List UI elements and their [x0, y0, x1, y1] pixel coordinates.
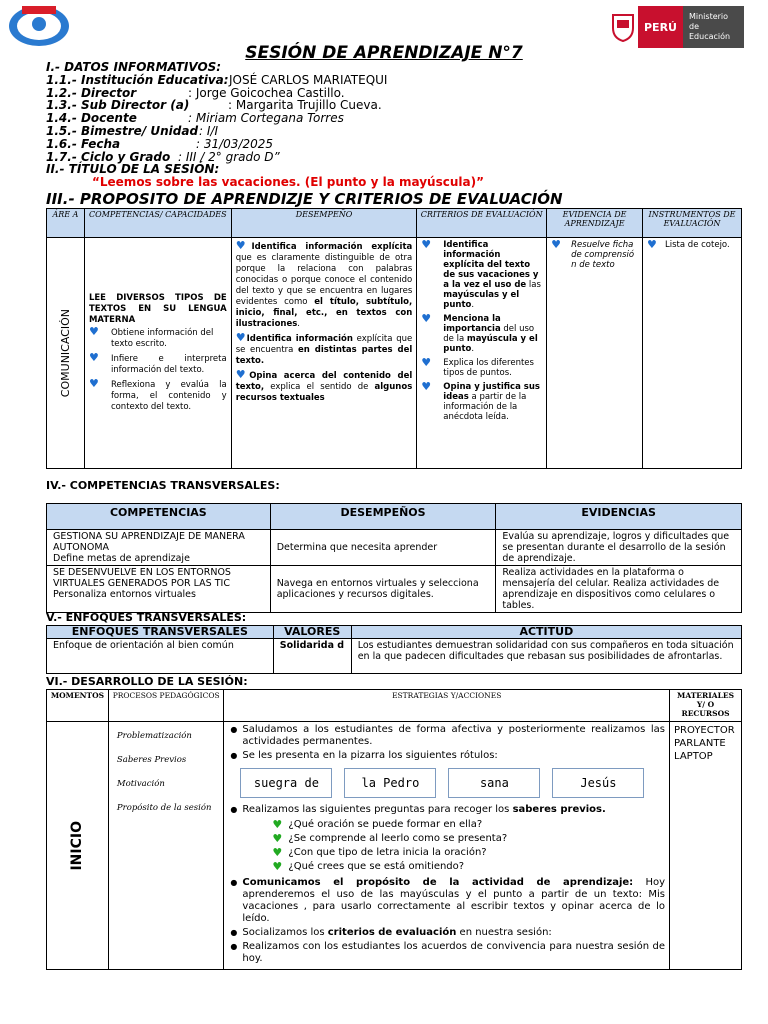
heart-icon: ♥	[272, 818, 283, 831]
criterios-cell: ♥ Identifica información explícita del texto de sus vacaciones y a la vez el uso de las mayúsculas y el punto. ♥ Menciona la importancia del uso de la mayúscula y el punto. ♥ Explica los diferentes tipos de puntos. ♥ Opina y justifica sus ideas a partir de la información de la anécdota leída.	[417, 238, 547, 469]
ministry-label: Ministerio de Educación	[683, 6, 744, 48]
procesos-cell: Problematización Saberes Previos Motivación Propósito de la sesión	[108, 722, 223, 970]
enfoques-heading: V.- ENFOQUES TRANSVERSALES:	[46, 611, 247, 624]
heart-icon: ♥	[88, 325, 99, 338]
rotulos	[228, 768, 665, 798]
area-cell: COMUNICACIÓN	[47, 238, 85, 469]
actitud-cell: Los estudiantes demuestran solidaridad con sus compañeros en toda situación en la que padecen dificultades que rebasan sus posibilidades de afrontarlas.	[351, 639, 741, 674]
desarrollo-heading: VI.- DESARROLLO DE LA SESIÓN:	[46, 675, 248, 688]
proposito-table: ÁRE A COMPETENCIAS/ CAPACIDADES DESEMPEÑO CRITERIOS DE EVALUACIÓN EVIDENCIA DE APRENDIZAJE INSTRUMENTOS DE EVALUACIÓN COMUNICACIÓN LEE DIVERSOS TIPOS DE TEXTOS EN SU LENGUA MATERNA ♥ Obtiene información del texto escrito. ♥ Infiere e interpreta información del texto. ♥ Reflexiona y evalúa la forma, el contenido y contexto del texto. ♥Identifica información explícita que es claramente distinguible de otra porque la relaciona con palabras conocidas o porque conoce el contenido del texto y que se encuentra en lugares evidentes como el título, subtítulo, inicio, final, etc., en textos con ilustraciones. ♥Identifica información explícita que se encuentra en distintas partes del texto. ♥Opina acerca del contenido del texto, explica el sentido de algunos recursos textuales ♥ Identifica información explícita del texto de sus vacaciones y a la vez el uso de las mayúsculas y el punto. ♥ Menciona la importancia del uso de la mayúscula y el punto. ♥ Explica los diferentes tipos de puntos. ♥ Opina y justifica sus ideas a partir de la información de la anécdota leída. ♥ Resuelve ficha de comprensió n de texto ♥ Lista de cotejo.	[46, 208, 742, 469]
peru-shield-icon	[608, 6, 638, 48]
materiales-cell: PROYECTOR PARLANTE LAPTOP	[670, 722, 742, 970]
heart-icon: ♥	[421, 238, 432, 251]
heart-icon: ♥	[272, 846, 283, 859]
page-title: SESIÓN DE APRENDIZAJE N°7	[245, 43, 523, 63]
table-row: GESTIONA SU APRENDIZAJE DE MANERA AUTONOMA Define metas de aprendizaje	[47, 530, 271, 566]
heart-icon: ♥	[421, 356, 432, 369]
heart-icon: ♥	[235, 331, 247, 344]
peru-label: PERÚ	[638, 6, 683, 48]
enfoque-cell: Enfoque de orientación al bien común	[47, 639, 274, 674]
rotulo-card: la Pedro	[344, 768, 436, 798]
rotulo-card: suegra de	[240, 768, 332, 798]
competencia-cell: LEE DIVERSOS TIPOS DE TEXTOS EN SU LENGUA MATERNA ♥ Obtiene información del texto escrito. ♥ Infiere e interpreta información del texto. ♥ Reflexiona y evalúa la forma, el contenido y contexto del texto.	[84, 238, 231, 469]
heart-icon: ♥	[235, 239, 252, 252]
heart-icon: ♥	[551, 238, 561, 251]
ministry-logo	[608, 6, 744, 48]
school-crest-icon	[6, 4, 72, 48]
table-row: SE DESENVUELVE EN LOS ENTORNOS VIRTUALES GENERADOS POR LAS TIC Personaliza entornos virtuales	[47, 566, 271, 613]
heart-icon: ♥	[235, 368, 250, 381]
estrategias-cell: ● Saludamos a los estudiantes de forma afectiva y posteriormente realizamos las actividades permanentes. ● Se les presenta en la pizarra los siguientes rótulos: suegra de la Pedro sana Jesús ● Realizamos las siguientes preguntas para recoger los saberes previos. ♥ ¿Qué oración se puede formar en ella? ♥ ¿Se comprende al leerlo como se presenta? ♥ ¿Con que tipo de letra inicia la oración? ♥ ¿Qué crees que se está omitiendo? ● Comunicamos el propósito de la actividad de aprendizaje: Hoy aprenderemos el uso de las mayúsculas y el punto a partir de un texto: Mis vacaciones , para usarlo correctamente al escribir textos y opinar acerca de lo leído. ● Socializamos los criterios de evaluación en nuestra sesión: ● Realizamos con los estudiantes los acuerdos de convivencia para nuestra sesión de hoy.	[224, 722, 670, 970]
datos-heading: I.- DATOS INFORMATIVOS:	[46, 60, 222, 74]
titulo-heading: II.- TÍTULO DE LA SESIÓN:	[46, 162, 220, 177]
school-logo	[6, 4, 72, 48]
heart-icon: ♥	[272, 832, 283, 845]
rotulo-card: sana	[448, 768, 540, 798]
heart-icon: ♥	[88, 351, 99, 364]
transversales-table: COMPETENCIAS DESEMPEÑOS EVIDENCIAS GESTIONA SU APRENDIZAJE DE MANERA AUTONOMA Define metas de aprendizaje Determina que necesita aprender Evalúa su aprendizaje, logros y dificultades que se presentan durante el desarrollo de la sesión de aprendizaje. SE DESENVUELVE EN LOS ENTORNOS VIRTUALES GENERADOS POR LAS TIC Personaliza entornos virtuales Navega en entornos virtuales y selecciona aplicaciones y recursos digitales. Realiza actividades en la plataforma o mensajería del celular. Realiza actividades de aprendizaje en dispositivos como celulares o tables.	[46, 503, 742, 613]
valor-cell: Solidarida d	[273, 639, 351, 674]
rotulo-card: Jesús	[552, 768, 644, 798]
enfoques-table: ENFOQUES TRANSVERSALES VALORES ACTITUD Enfoque de orientación al bien común Solidarida d Los estudiantes demuestran solidaridad con sus compañeros en toda situación en la que padecen dificultades que rebasan sus posibilidades de afrontarlas.	[46, 625, 742, 674]
heart-icon: ♥	[88, 377, 99, 390]
instrumento-cell: ♥ Lista de cotejo.	[643, 238, 742, 469]
heart-icon: ♥	[421, 312, 432, 325]
session-title: “Leemos sobre las vacaciones. (El punto y la mayúscula)”	[92, 175, 484, 190]
datos-informativos: I.- DATOS INFORMATIVOS: 1.1.- Institución Educativa:JOSÉ CARLOS MARIATEQUI 1.2.- Director : Jorge Goicochea Castillo. 1.3.- Sub Director (a) : Margarita Trujillo Cueva. 1.4.- Docente : Miriam Cortegana Torres 1.5.- Bimestre/ Unidad: I/I 1.6.- Fecha : 31/03/2025 1.7.- Ciclo y Grado : III / 2° grado D” II.- TÍTULO DE LA SESIÓN: “Leemos sobre las vacaciones. (El punto y la mayúscula)”	[46, 60, 484, 190]
evidencia-cell: ♥ Resuelve ficha de comprensió n de texto	[547, 238, 643, 469]
momento-cell: INICIO	[47, 722, 109, 970]
heart-icon: ♥	[647, 238, 657, 251]
desarrollo-table: MOMENTOS PROCESOS PEDAGÓGICOS ESTRATEGIAS Y/ACCIONES MATERIALES Y/ O RECURSOS INICIO Problematización Saberes Previos Motivación Propósito de la sesión ● Saludamos a los estudiantes de forma afectiva y posteriormente realizamos las actividades permanentes. ● Se les presenta en la pizarra los siguientes rótulos: suegra de la Pedro sana Jesús ● Realizamos las siguientes preguntas para recoger los saberes previos. ♥ ¿Qué oración se puede formar en ella? ♥ ¿Se comprende al leerlo como se presenta? ♥ ¿Con que tipo de letra inicia la oración? ♥ ¿Qué crees que se está omitiendo? ● Comunicamos el propósito de la actividad de aprendizaje: Hoy aprenderemos el uso de las mayúsculas y el punto a partir de un texto: Mis vacaciones , para usarlo correctamente al escribir textos y opinar acerca de lo leído. ● Socializamos los criterios de evaluación en nuestra sesión: ● Realizamos con los estudiantes los acuerdos de convivencia para nuestra sesión de hoy. PROYECTOR PARLANTE LAPTOP	[46, 689, 742, 970]
desempeno-cell: ♥Identifica información explícita que es claramente distinguible de otra porque la relaciona con palabras conocidas o porque conoce el contenido del texto y que se encuentra en lugares evidentes como el título, subtítulo, inicio, final, etc., en textos con ilustraciones. ♥Identifica información explícita que se encuentra en distintas partes del texto. ♥Opina acerca del contenido del texto, explica el sentido de algunos recursos textuales	[231, 238, 417, 469]
transversales-heading: IV.- COMPETENCIAS TRANSVERSALES:	[46, 479, 280, 492]
heart-icon: ♥	[421, 380, 432, 393]
proposito-heading: III.- PROPOSITO DE APRENDIZJE Y CRITERIOS DE EVALUACIÓN	[46, 190, 563, 208]
heart-icon: ♥	[272, 860, 283, 873]
